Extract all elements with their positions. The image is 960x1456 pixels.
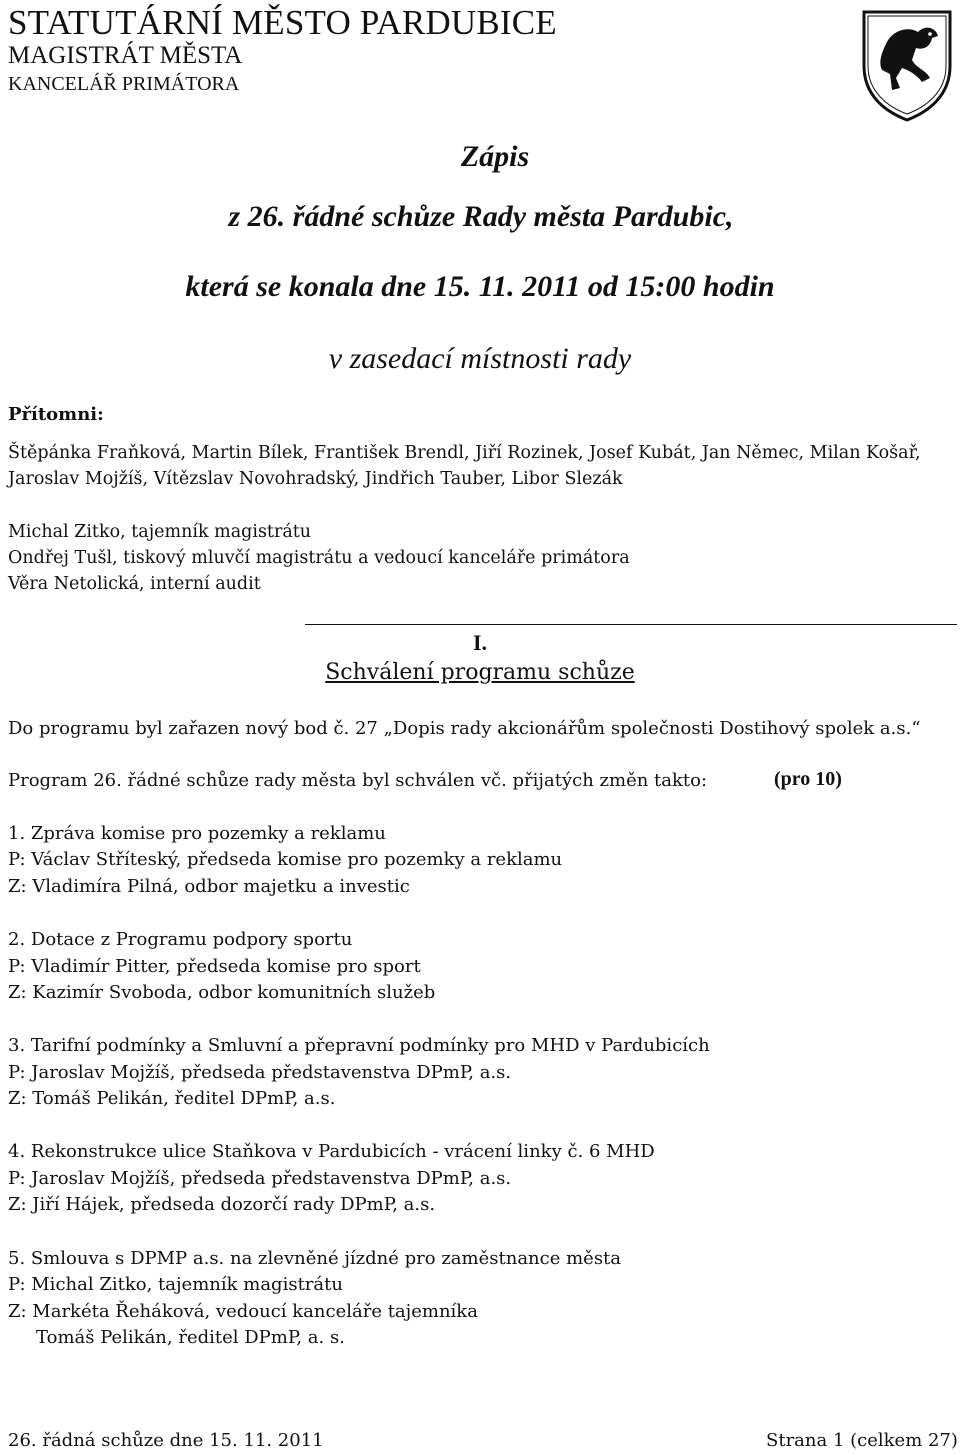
office-name: MAGISTRÁT MĚSTA xyxy=(8,42,243,69)
agenda-item-title: 3. Tarifní podmínky a Smluvní a přepravní podmínky pro MHD v Pardubicích xyxy=(8,1035,710,1056)
attendance-other: Ondřej Tušl, tiskový mluvčí magistrátu a vedoucí kanceláře primátora xyxy=(8,548,630,568)
agenda-item-presenter: P: Jaroslav Mojžíš, předseda představenstva DPmP, a.s. xyxy=(8,1062,512,1083)
program-note: Do programu byl zařazen nový bod č. 27 „Dopis rady akcionářům společnosti Dostihový spolek a.s.“ xyxy=(8,718,921,739)
agenda-item-processor: Z: Tomáš Pelikán, ředitel DPmP, a.s. xyxy=(8,1088,336,1109)
agenda-item-processor: Z: Kazimír Svoboda, odbor komunitních služeb xyxy=(8,982,436,1003)
agenda-item-processor: Z: Jiří Hájek, předseda dozorčí rady DPmP, a.s. xyxy=(8,1194,436,1215)
agenda-item-presenter: P: Vladimír Pitter, předseda komise pro sport xyxy=(8,956,421,977)
meeting-place: v zasedací místnosti rady xyxy=(328,342,632,375)
attendance-label: Přítomni: xyxy=(8,404,104,425)
agenda-item-processor: Z: Vladimíra Pilná, odbor majetku a investic xyxy=(8,876,410,897)
section-divider xyxy=(305,624,957,625)
footer-meeting: 26. řádná schůze dne 15. 11. 2011 xyxy=(8,1430,324,1451)
agenda-item-processor: Z: Markéta Řeháková, vedoucí kanceláře tajemníka xyxy=(8,1301,478,1322)
vote-result: (pro 10) xyxy=(774,768,842,790)
attendance-members-line1: Štěpánka Fraňková, Martin Bílek, František Brendl, Jiří Rozinek, Josef Kubát, Jan Němec, Milan Košař, xyxy=(8,443,921,463)
agenda-item-title: 4. Rekonstrukce ulice Staňkova v Pardubicích - vrácení linky č. 6 MHD xyxy=(8,1141,655,1162)
agenda-item-presenter: P: Václav Stříteský, předseda komise pro pozemky a reklamu xyxy=(8,849,563,870)
agenda-item-title: 1. Zpráva komise pro pozemky a reklamu xyxy=(8,823,386,844)
department-name: KANCELÁŘ PRIMÁTORA xyxy=(8,73,240,95)
agenda-item-title: 5. Smlouva s DPMP a.s. na zlevněné jízdné pro zaměstnance města xyxy=(8,1248,622,1269)
agenda-item-presenter: P: Jaroslav Mojžíš, předseda představenstva DPmP, a.s. xyxy=(8,1168,512,1189)
agenda-item-processor-secondary: Tomáš Pelikán, ředitel DPmP, a. s. xyxy=(36,1327,345,1348)
attendance-other: Michal Zitko, tajemník magistrátu xyxy=(8,522,312,542)
attendance-members-line2: Jaroslav Mojžíš, Vítězslav Novohradský, Jindřich Tauber, Libor Slezák xyxy=(8,469,623,489)
section-number: I. xyxy=(472,630,488,655)
agenda-item-presenter: P: Michal Zitko, tajemník magistrátu xyxy=(8,1274,343,1295)
program-approval: Program 26. řádné schůze rady města byl schválen vč. přijatých změn takto: xyxy=(8,770,708,791)
footer-page-number: Strana 1 (celkem 27) xyxy=(766,1430,958,1451)
meeting-name: z 26. řádné schůze Rady města Pardubic, xyxy=(228,200,734,233)
agenda-item-title: 2. Dotace z Programu podpory sportu xyxy=(8,929,353,950)
city-name: STATUTÁRNÍ MĚSTO PARDUBICE xyxy=(8,3,557,42)
pardubice-horse-crest-icon xyxy=(856,4,958,124)
meeting-date: která se konala dne 15. 11. 2011 od 15:00 hodin xyxy=(185,270,775,303)
document-title: Zápis xyxy=(460,140,530,173)
section-title: Schválení programu schůze xyxy=(325,660,635,685)
attendance-other: Věra Netolická, interní audit xyxy=(8,574,261,594)
